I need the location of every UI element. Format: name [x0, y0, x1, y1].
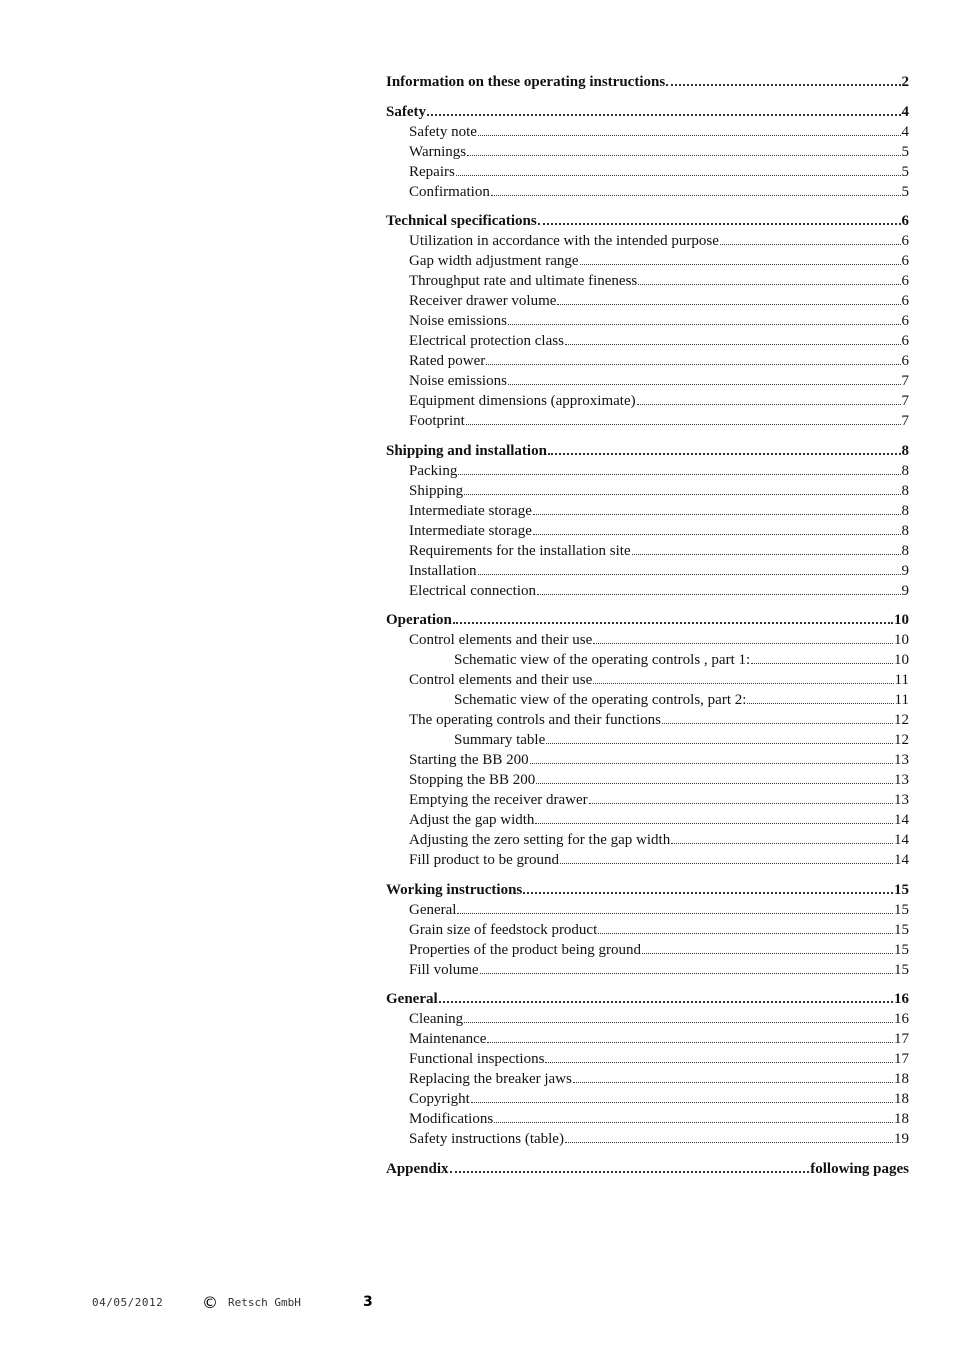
toc-entry-page-number: 7 — [901, 393, 909, 409]
dot-leader — [546, 731, 893, 744]
toc-entry-page-number: 7 — [901, 373, 909, 389]
toc-entry-label: General — [409, 901, 457, 918]
toc-entry-label: Grain size of feedstock product — [409, 921, 598, 938]
toc-entry-label: Warnings — [409, 143, 467, 160]
dot-leader — [491, 183, 901, 196]
dot-leader — [523, 880, 893, 894]
toc-entry-page-number: 8 — [901, 542, 909, 559]
toc-entry-label: Properties of the product being ground — [409, 941, 642, 958]
toc-entry-label: Functional inspections — [409, 1051, 545, 1067]
dot-leader — [487, 1030, 893, 1043]
toc-heading-label: Working instructions — [386, 881, 523, 898]
toc-entry-page-number: 16 — [894, 1011, 909, 1027]
toc-entry-label: Schematic view of the operating controls, part 2: — [454, 692, 747, 708]
toc-entry-page-number: 11 — [894, 672, 909, 688]
toc-entry-page-number: 15 — [894, 921, 909, 938]
toc-entry-label: Utilization in accordance with the intended purpose — [409, 233, 719, 249]
toc-entry[interactable] — [386, 790, 909, 810]
toc-entry-page-number: 17 — [894, 1051, 909, 1067]
toc-heading-label: Information on these operating instructions — [386, 74, 666, 90]
toc-entry-label: Noise emissions — [409, 313, 507, 329]
toc-entry-page-number: 4 — [901, 123, 909, 140]
toc-entry-label: Intermediate storage — [409, 502, 532, 519]
dot-leader — [530, 751, 893, 764]
toc-entry-label: Copyright — [409, 1091, 470, 1107]
toc-entry-label: Equipment dimensions (approximate) — [409, 393, 636, 409]
dot-leader — [494, 1110, 893, 1123]
toc-entry-page-number: 6 — [901, 353, 909, 369]
toc-heading-label: Safety — [386, 103, 426, 120]
toc-entry-page-number: 14 — [894, 832, 909, 848]
toc-section — [386, 610, 909, 870]
dot-leader — [580, 252, 901, 265]
toc-entry[interactable] — [386, 351, 909, 371]
toc-heading-label: Operation — [386, 612, 452, 628]
dot-leader — [637, 392, 901, 405]
toc-entry-page-number: 10 — [894, 652, 909, 668]
dot-leader — [486, 352, 900, 365]
toc-entry-label: Control elements and their use — [409, 632, 593, 648]
toc-entry[interactable] — [386, 581, 909, 601]
toc-entry-label: Safety note — [409, 123, 477, 140]
toc-section — [386, 880, 909, 980]
toc-entry[interactable] — [386, 690, 909, 710]
toc-entry-page-number: 13 — [894, 752, 909, 768]
toc-entry-label: Confirmation — [409, 183, 490, 200]
toc-entry-label: Intermediate storage — [409, 522, 532, 539]
toc-heading[interactable] — [386, 880, 909, 900]
toc-entry[interactable] — [386, 810, 909, 830]
toc-heading-page-number: 8 — [901, 442, 909, 459]
toc-heading[interactable] — [386, 72, 909, 92]
toc-entry-page-number: 15 — [894, 901, 909, 918]
toc-entry-page-number: 15 — [894, 961, 909, 978]
toc-entry[interactable] — [386, 1029, 909, 1049]
dot-leader — [538, 211, 901, 225]
toc-entry-page-number: 8 — [901, 462, 909, 479]
toc-entry[interactable] — [386, 331, 909, 351]
toc-section — [386, 102, 909, 202]
dot-leader — [598, 921, 893, 934]
toc-entry[interactable] — [386, 501, 909, 521]
toc-heading[interactable] — [386, 441, 909, 461]
toc-entry-label: Stopping the BB 200 — [409, 772, 536, 788]
toc-entry[interactable] — [386, 710, 909, 730]
toc-entry[interactable] — [386, 630, 909, 650]
toc-entry[interactable] — [386, 142, 909, 162]
toc-entry-page-number: 5 — [901, 183, 909, 200]
toc-entry-page-number: 18 — [894, 1091, 909, 1107]
toc-heading[interactable] — [386, 610, 909, 630]
toc-heading-page-number: 10 — [894, 612, 909, 628]
toc-entry-label: Summary table — [454, 732, 546, 748]
toc-entry-page-number: 10 — [894, 632, 909, 648]
dot-leader — [642, 941, 893, 954]
dot-leader — [548, 441, 901, 455]
toc-entry[interactable] — [386, 730, 909, 750]
toc-entry-page-number: 11 — [894, 692, 909, 708]
toc-entry-label: The operating controls and their functions — [409, 712, 662, 728]
toc-entry-label: Receiver drawer volume — [409, 293, 557, 309]
dot-leader — [747, 691, 893, 704]
toc-entry[interactable] — [386, 561, 909, 581]
toc-entry-label: Adjust the gap width — [409, 812, 535, 828]
toc-entry[interactable] — [386, 391, 909, 411]
toc-entry-page-number: 5 — [901, 163, 909, 180]
dot-leader — [450, 1159, 810, 1173]
toc-entry-label: Adjusting the zero setting for the gap width — [409, 832, 671, 848]
toc-entry-page-number: 5 — [901, 143, 909, 160]
toc-entry[interactable] — [386, 461, 909, 481]
toc-entry[interactable] — [386, 271, 909, 291]
toc-entry[interactable] — [386, 182, 909, 202]
dot-leader — [439, 989, 893, 1003]
dot-leader — [466, 412, 901, 425]
toc-entry[interactable] — [386, 830, 909, 850]
footer-company: Retsch GmbH — [228, 1295, 301, 1309]
toc-heading-label: General — [386, 991, 438, 1007]
toc-entry-page-number: 13 — [894, 772, 909, 788]
toc-entry-label: Starting the BB 200 — [409, 752, 529, 768]
dot-leader — [508, 312, 901, 325]
toc-entry-label: Modifications — [409, 1111, 494, 1127]
toc-entry-label: Safety instructions (table) — [409, 1131, 564, 1147]
dot-leader — [751, 651, 893, 664]
toc-entry[interactable] — [386, 1109, 909, 1129]
toc-section — [386, 989, 909, 1149]
toc-entry-page-number: 12 — [894, 712, 909, 728]
dot-leader — [537, 582, 900, 595]
toc-entry-page-number: 12 — [894, 732, 909, 748]
dot-leader — [453, 610, 893, 624]
toc-entry[interactable] — [386, 850, 909, 870]
toc-entry[interactable] — [386, 900, 909, 920]
toc-heading-page-number: 4 — [901, 103, 909, 120]
toc-heading-page-number: 6 — [901, 213, 909, 229]
dot-leader — [464, 482, 900, 495]
dot-leader — [508, 372, 901, 385]
dot-leader — [536, 771, 893, 784]
toc-entry[interactable] — [386, 1009, 909, 1029]
toc-heading-page-number: 15 — [894, 881, 909, 898]
toc-entry-page-number: 9 — [901, 562, 909, 579]
dot-leader — [545, 1050, 893, 1063]
dot-leader — [458, 462, 900, 475]
toc-entry-page-number: 13 — [894, 792, 909, 808]
toc-entry-label: Fill product to be ground — [409, 852, 559, 868]
table-of-contents — [386, 72, 909, 1188]
toc-entry[interactable] — [386, 750, 909, 770]
toc-entry[interactable] — [386, 1069, 909, 1089]
toc-entry[interactable] — [386, 960, 909, 980]
toc-entry[interactable] — [386, 1049, 909, 1069]
toc-entry-label: Footprint — [409, 413, 465, 429]
dot-leader — [478, 123, 901, 136]
dot-leader — [560, 851, 893, 864]
dot-leader — [535, 811, 893, 824]
toc-section — [386, 211, 909, 431]
dot-leader — [478, 562, 901, 575]
toc-entry-page-number: 7 — [901, 413, 909, 429]
dot-leader — [557, 292, 900, 305]
dot-leader — [464, 1010, 893, 1023]
dot-leader — [593, 671, 893, 684]
toc-heading-label: Appendix — [386, 1160, 449, 1177]
toc-section — [386, 1159, 909, 1179]
toc-entry-label: Fill volume — [409, 961, 479, 978]
toc-entry-label: Emptying the receiver drawer — [409, 792, 588, 808]
toc-entry-page-number: 8 — [901, 522, 909, 539]
toc-entry-page-number: 6 — [901, 273, 909, 289]
dot-leader — [533, 502, 901, 515]
toc-entry-label: Throughput rate and ultimate fineness — [409, 273, 638, 289]
dot-leader — [662, 711, 893, 724]
toc-heading[interactable] — [386, 1159, 909, 1179]
dot-leader — [565, 1130, 893, 1143]
toc-entry[interactable] — [386, 521, 909, 541]
toc-entry[interactable] — [386, 1129, 909, 1149]
toc-entry-label: Noise emissions — [409, 373, 507, 389]
toc-entry[interactable] — [386, 920, 909, 940]
toc-entry-label: Packing — [409, 462, 458, 479]
footer-page-number: 3 — [363, 1294, 373, 1310]
dot-leader — [467, 143, 900, 156]
dot-leader — [457, 901, 893, 914]
toc-entry-page-number: 6 — [901, 253, 909, 269]
toc-entry-page-number: 6 — [901, 333, 909, 349]
toc-entry-label: Electrical protection class — [409, 333, 564, 349]
dot-leader — [480, 961, 893, 974]
dot-leader — [671, 831, 893, 844]
toc-entry[interactable] — [386, 231, 909, 251]
toc-entry-page-number: 15 — [894, 941, 909, 958]
toc-entry-label: Rated power — [409, 353, 486, 369]
toc-entry[interactable] — [386, 251, 909, 271]
dot-leader — [427, 102, 901, 116]
toc-entry-page-number: 9 — [901, 582, 909, 599]
toc-entry[interactable] — [386, 162, 909, 182]
toc-heading-page-number: 2 — [901, 74, 909, 90]
toc-entry-label: Installation — [409, 562, 477, 579]
footer-date: 04/05/2012 — [92, 1295, 164, 1309]
toc-heading-page-number: following pages — [810, 1160, 909, 1177]
page-footer — [92, 1292, 373, 1312]
toc-heading[interactable] — [386, 102, 909, 122]
dot-leader — [565, 332, 901, 345]
toc-entry-page-number: 19 — [894, 1131, 909, 1147]
toc-entry[interactable] — [386, 371, 909, 391]
dot-leader — [638, 272, 900, 285]
toc-heading-label: Shipping and installation — [386, 442, 547, 459]
toc-entry[interactable] — [386, 311, 909, 331]
toc-entry-label: Replacing the breaker jaws — [409, 1071, 572, 1087]
toc-heading[interactable] — [386, 211, 909, 231]
toc-entry-label: Electrical connection — [409, 582, 537, 599]
toc-entry[interactable] — [386, 650, 909, 670]
toc-entry[interactable] — [386, 940, 909, 960]
toc-heading-label: Technical specifications — [386, 213, 537, 229]
toc-entry-page-number: 6 — [901, 233, 909, 249]
toc-entry-label: Repairs — [409, 163, 455, 180]
toc-section — [386, 72, 909, 92]
toc-entry[interactable] — [386, 670, 909, 690]
dot-leader — [589, 791, 893, 804]
dot-leader — [533, 522, 901, 535]
toc-entry-page-number: 18 — [894, 1071, 909, 1087]
toc-entry-label: Gap width adjustment range — [409, 253, 579, 269]
toc-entry-page-number: 14 — [894, 812, 909, 828]
toc-entry-label: Maintenance — [409, 1031, 487, 1047]
toc-entry[interactable] — [386, 291, 909, 311]
dot-leader — [573, 1070, 893, 1083]
toc-section — [386, 441, 909, 601]
toc-heading[interactable] — [386, 989, 909, 1009]
toc-entry[interactable] — [386, 541, 909, 561]
toc-entry[interactable] — [386, 770, 909, 790]
toc-entry-label: Shipping — [409, 482, 464, 499]
toc-entry-page-number: 8 — [901, 482, 909, 499]
toc-entry-label: Requirements for the installation site — [409, 542, 631, 559]
toc-heading-page-number: 16 — [894, 991, 909, 1007]
toc-entry-page-number: 6 — [901, 293, 909, 309]
toc-entry[interactable] — [386, 122, 909, 142]
dot-leader — [632, 542, 901, 555]
dot-leader — [471, 1090, 893, 1103]
toc-entry-page-number: 14 — [894, 852, 909, 868]
toc-entry-label: Cleaning — [409, 1011, 464, 1027]
copyright-icon: © — [202, 1292, 218, 1312]
dot-leader — [666, 72, 900, 86]
toc-entry-page-number: 18 — [894, 1111, 909, 1127]
dot-leader — [593, 631, 893, 644]
toc-entry-page-number: 8 — [901, 502, 909, 519]
toc-entry-page-number: 17 — [894, 1031, 909, 1047]
toc-entry[interactable] — [386, 1089, 909, 1109]
toc-entry-page-number: 6 — [901, 313, 909, 329]
toc-entry-label: Schematic view of the operating controls , part 1: — [454, 652, 751, 668]
dot-leader — [456, 163, 901, 176]
toc-entry[interactable] — [386, 411, 909, 431]
toc-entry[interactable] — [386, 481, 909, 501]
dot-leader — [720, 232, 901, 245]
toc-entry-label: Control elements and their use — [409, 672, 593, 688]
